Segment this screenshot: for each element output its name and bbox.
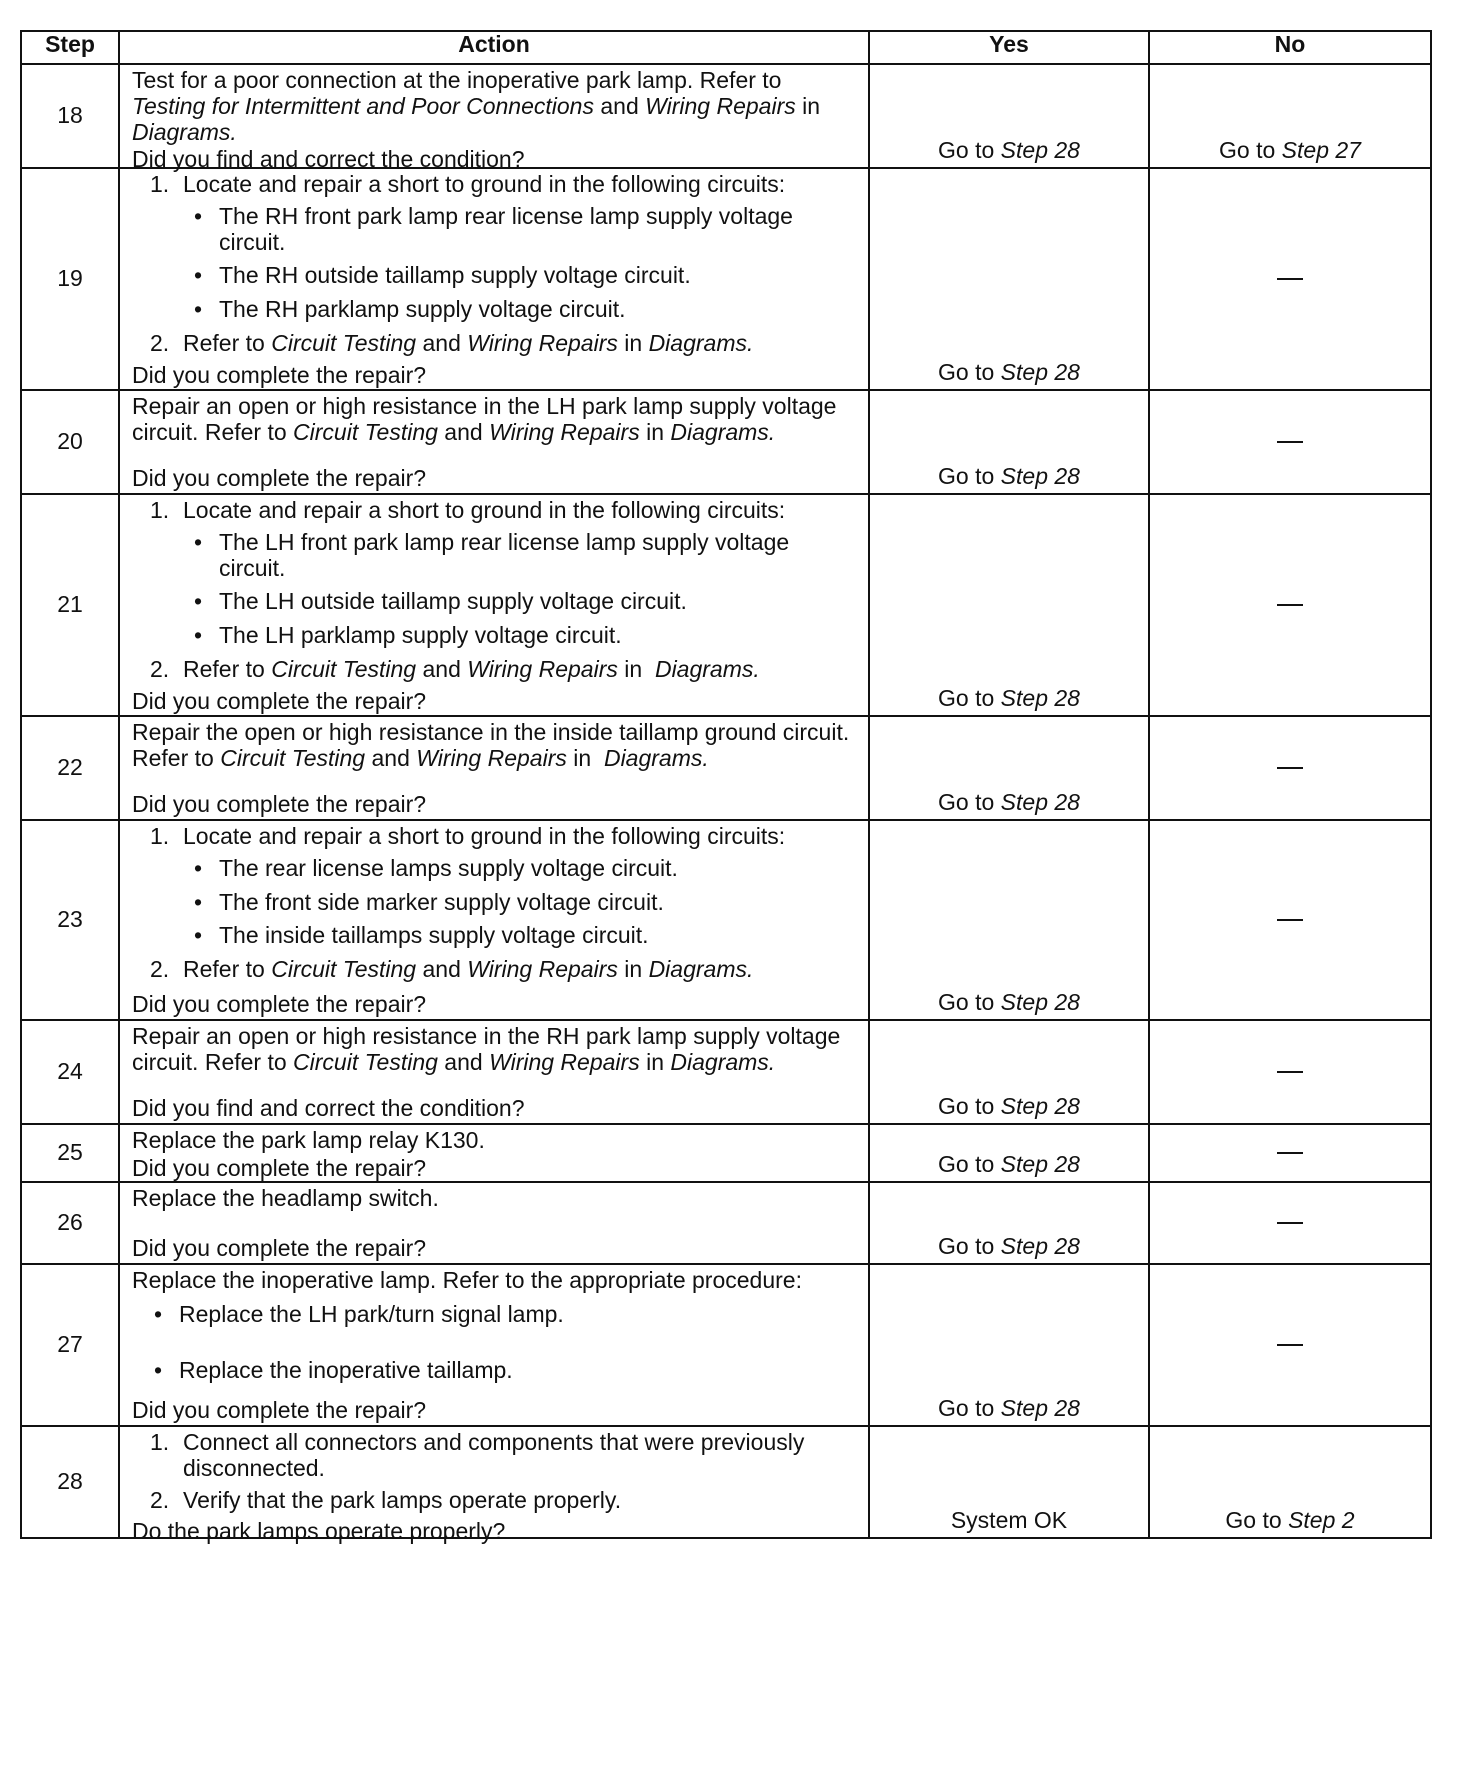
no-result [1149, 820, 1431, 1020]
table-row [21, 820, 1431, 1020]
action-question: Did you complete the repair? [132, 687, 427, 714]
action-cell [119, 1124, 869, 1182]
table-row [21, 1020, 1431, 1124]
step-number: 27 [21, 1264, 119, 1426]
action-question: Did you complete the repair? [132, 361, 427, 388]
no-result [1149, 168, 1431, 390]
action-cell [119, 820, 869, 1020]
step-number: 26 [21, 1182, 119, 1264]
table-body [21, 64, 1431, 1545]
table-row [21, 390, 1431, 494]
step-number: 21 [21, 494, 119, 716]
action-text: 1. Connect all connectors and components that were previously disconnected. 2. Verify that the park lamps operate properly. [150, 1429, 805, 1513]
no-result [1149, 1020, 1431, 1124]
no-result [1149, 716, 1431, 820]
table-row [21, 1264, 1431, 1426]
step-number: 22 [21, 716, 119, 820]
yes-result: Go to Step 28 [869, 716, 1149, 820]
table-row [21, 716, 1431, 820]
yes-result: Go to Step 28 [869, 494, 1149, 716]
diagnostic-table [20, 30, 1432, 1545]
action-question: Did you complete the repair? [132, 991, 427, 1018]
step-number: 28 [21, 1426, 119, 1538]
action-question: Did you complete the repair? [132, 791, 427, 818]
step-number: 19 [21, 168, 119, 390]
action-text: Repair the open or high resistance in the inside taillamp ground circuit. Refer to Circuit Testing and Wiring Repairs in Diagrams. [132, 719, 850, 771]
action-text: 1. Locate and repair a short to ground in the following circuits: • The LH front park lamp rear license lamp supply voltage circuit. • The LH outside taillamp supply voltage circuit. • The LH parklamp supply voltage circuit. 2. Refer to Circuit Testing and Wiring Repairs in Diagrams. [150, 497, 790, 682]
table-row [21, 494, 1431, 716]
step-number: 24 [21, 1020, 119, 1124]
not-applicable-dash [1277, 441, 1303, 443]
header-step: Step [21, 31, 119, 64]
no-result [1149, 1182, 1431, 1264]
step-number: 20 [21, 390, 119, 494]
action-cell [119, 1426, 869, 1545]
action-cell [119, 390, 869, 494]
action-text: Replace the headlamp switch. [132, 1185, 439, 1211]
yes-result: Go to Step 28 [869, 1182, 1149, 1264]
not-applicable-dash [1277, 278, 1303, 280]
not-applicable-dash [1277, 604, 1303, 606]
action-cell [119, 1264, 869, 1426]
yes-result: Go to Step 28 [869, 1264, 1149, 1426]
table-row [21, 1426, 1431, 1538]
action-cell [119, 494, 869, 716]
header-row [21, 31, 1431, 64]
action-question: Did you complete the repair? [132, 1397, 427, 1424]
action-cell [119, 168, 869, 390]
action-text: 1. Locate and repair a short to ground in the following circuits: • The RH front park lamp rear license lamp supply voltage circuit. • The RH outside taillamp supply voltage circuit. • The RH parklamp supply voltage circuit. 2. Refer to Circuit Testing and Wiring Repairs in Diagrams. [150, 171, 793, 356]
action-question: Did you complete the repair? [132, 1235, 427, 1262]
action-cell [119, 64, 869, 173]
action-question: Did you find and correct the condition? [132, 1095, 525, 1122]
yes-result: Go to Step 28 [869, 1124, 1149, 1182]
table-row [21, 64, 1431, 168]
not-applicable-dash [1277, 1071, 1303, 1073]
no-result [1149, 494, 1431, 716]
action-text: Test for a poor connection at the inoperative park lamp. Refer to Testing for Intermittent and Poor Connections and Wiring Repairs in Diagrams. [132, 67, 821, 145]
not-applicable-dash [1277, 1152, 1303, 1154]
yes-result: Go to Step 28 [869, 64, 1149, 168]
yes-result: Go to Step 28 [869, 168, 1149, 390]
no-result: Go to Step 27 [1149, 64, 1431, 168]
no-result [1149, 390, 1431, 494]
not-applicable-dash [1277, 919, 1303, 921]
step-number: 18 [21, 64, 119, 168]
action-question: Did you complete the repair? [132, 1154, 427, 1181]
action-text: Repair an open or high resistance in the LH park lamp supply voltage circuit. Refer to Circuit Testing and Wiring Repairs in Diagrams. [132, 393, 837, 445]
step-number: 25 [21, 1124, 119, 1182]
action-text: Replace the park lamp relay K130. [132, 1127, 485, 1153]
yes-result: Go to Step 28 [869, 390, 1149, 494]
not-applicable-dash [1277, 767, 1303, 769]
no-result: Go to Step 2 [1149, 1426, 1431, 1538]
action-cell [119, 1182, 869, 1264]
yes-result: Go to Step 28 [869, 820, 1149, 1020]
no-result [1149, 1124, 1431, 1182]
action-question: Did you complete the repair? [132, 465, 427, 492]
yes-result: Go to Step 28 [869, 1020, 1149, 1124]
action-question: Did you find and correct the condition? [132, 146, 525, 173]
yes-result: System OK [869, 1426, 1149, 1538]
header-yes: Yes [869, 31, 1149, 64]
action-question: Do the park lamps operate properly? [132, 1518, 506, 1545]
action-text: Replace the inoperative lamp. Refer to the appropriate procedure: • Replace the LH park/turn signal lamp. • Replace the inoperative taillamp. [132, 1267, 802, 1383]
table-row [21, 1124, 1431, 1182]
header-action: Action [119, 31, 869, 64]
not-applicable-dash [1277, 1222, 1303, 1224]
header-no: No [1149, 31, 1431, 64]
table-row [21, 1182, 1431, 1264]
action-cell [119, 716, 869, 820]
no-result [1149, 1264, 1431, 1426]
action-cell [119, 1020, 869, 1124]
action-text: Repair an open or high resistance in the RH park lamp supply voltage circuit. Refer to Circuit Testing and Wiring Repairs in Diagrams. [132, 1023, 841, 1075]
table-row [21, 168, 1431, 390]
action-text: 1. Locate and repair a short to ground in the following circuits: • The rear license lamps supply voltage circuit. • The front side marker supply voltage circuit. • The inside taillamps supply voltage circuit. 2. Refer to Circuit Testing and Wiring Repairs in Diagrams. [150, 823, 786, 982]
not-applicable-dash [1277, 1344, 1303, 1346]
step-number: 23 [21, 820, 119, 1020]
